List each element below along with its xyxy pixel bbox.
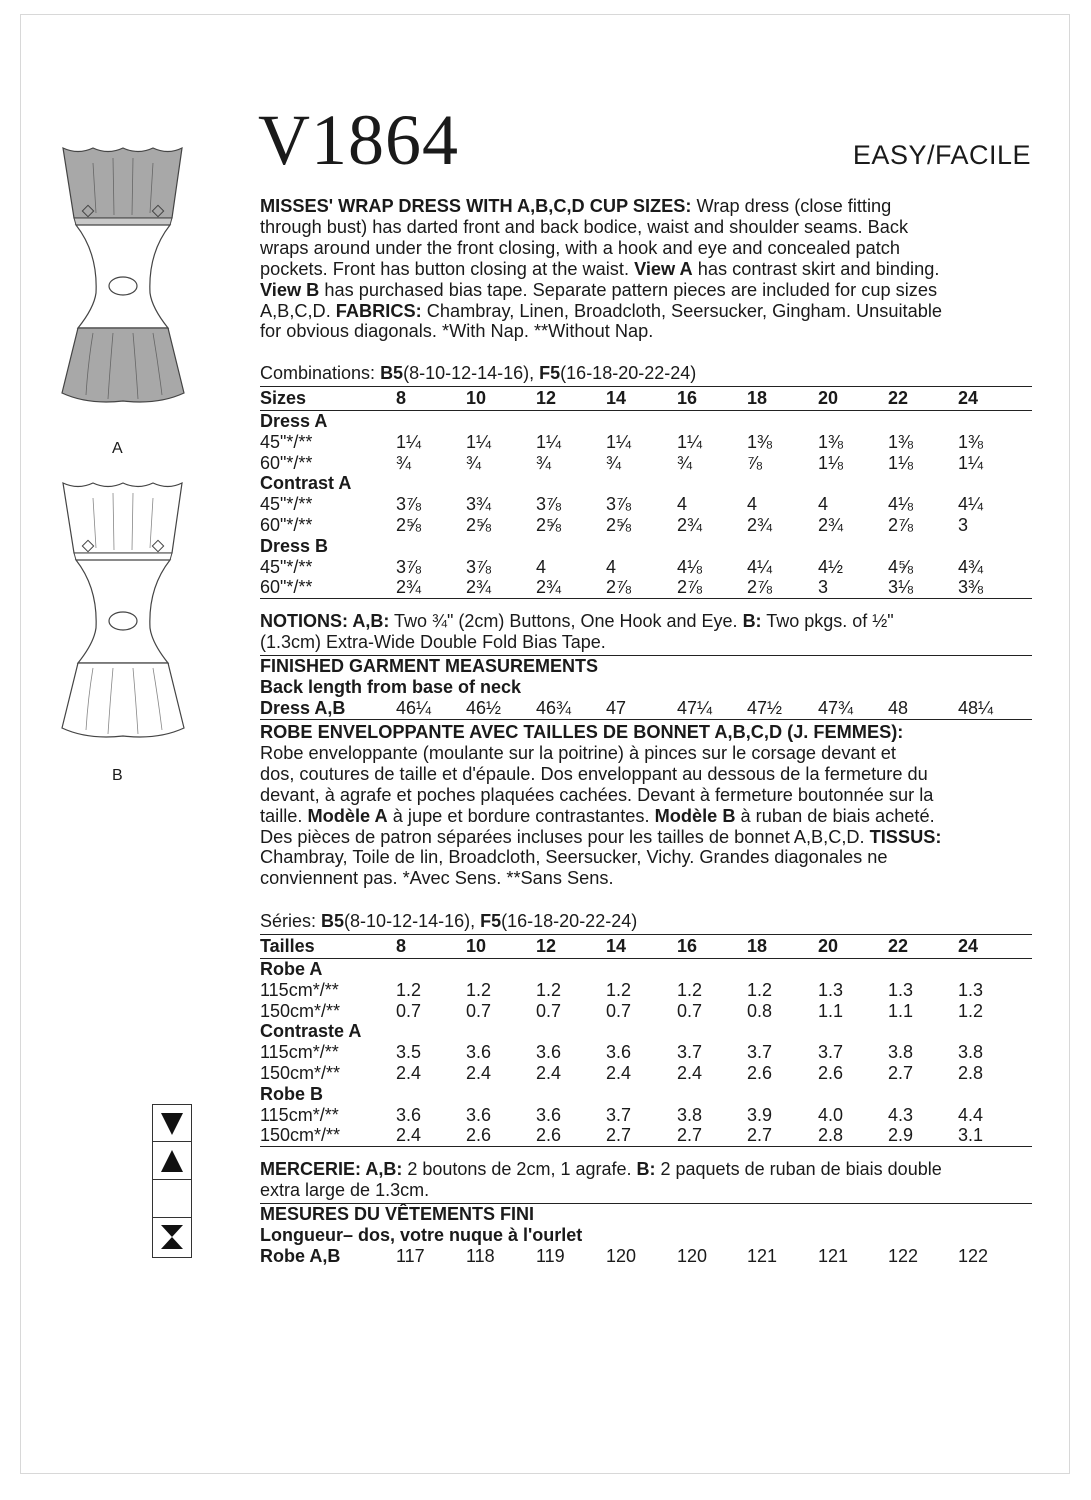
notions-label: MERCERIE: A,B:: [260, 1159, 403, 1179]
table-cell: 1.3: [958, 979, 984, 1000]
table-cell: 2⅝: [396, 514, 422, 535]
finished-value: 48¼: [958, 698, 994, 718]
finished-value: 117: [396, 1246, 425, 1266]
table-cell: 0.7: [536, 1000, 562, 1021]
view-b-ref: View B: [260, 279, 320, 300]
description-en-text: for obvious diagonals. *With Nap. **Without Nap.: [260, 321, 654, 342]
notions-text: extra large de 1.3cm.: [260, 1180, 430, 1200]
table-cell: 1.2: [536, 979, 562, 1000]
size-header: 22: [888, 936, 909, 956]
finished-subheading: Longueur– dos, votre nuque à l'ourlet: [260, 1225, 583, 1245]
table-header-label: Tailles: [260, 936, 315, 956]
description-fr-text: à jupe et bordure contrastantes.: [387, 805, 655, 826]
description-fr-text: taille.: [260, 805, 308, 826]
table-cell: ¾: [396, 452, 412, 473]
combinations-en: [260, 363, 696, 384]
finished-value: 121: [818, 1246, 849, 1266]
finished-heading: MESURES DU VÊTEMENTS FINI: [260, 1204, 535, 1224]
size-header: 16: [677, 936, 698, 956]
table-cell: 4.0: [818, 1104, 844, 1125]
notions-text: 2 paquets de ruban de biais double: [655, 1159, 942, 1179]
finished-value: 48: [888, 698, 909, 718]
size-header: 14: [606, 936, 627, 956]
table-cell: 4: [536, 556, 547, 577]
table-cell: 3⅞: [466, 556, 492, 577]
description-en-text: has contrast skirt and binding.: [692, 258, 940, 279]
table-row: [260, 980, 1032, 1001]
size-header: 20: [818, 936, 839, 956]
size-header: 24: [958, 936, 979, 956]
view-a-ref: View A: [634, 258, 693, 279]
table-cell: 1.1: [818, 1000, 844, 1021]
table-cell: 3⅜: [958, 577, 984, 598]
table-cell: 4: [677, 494, 688, 515]
table-row: [260, 1105, 1032, 1126]
table-group-heading: [260, 536, 1032, 557]
fabric-width-label: 150cm*/**: [260, 1000, 341, 1021]
group-name: Dress A: [260, 411, 328, 431]
table-cell: 1.2: [466, 979, 492, 1000]
notions-text: 2 boutons de 2cm, 1 agrafe.: [402, 1159, 637, 1179]
table-group-heading: [260, 1084, 1032, 1105]
size-header: 18: [747, 936, 768, 956]
table-cell: 2¾: [536, 577, 562, 598]
pattern-symbols: [152, 1104, 192, 1258]
notions-fr: [260, 1159, 1035, 1201]
table-cell: 2.8: [818, 1125, 844, 1146]
table-cell: 4: [818, 494, 829, 515]
combinations-prefix: Combinations:: [260, 363, 381, 383]
table-group-heading: [260, 473, 1032, 494]
group-name: Contraste A: [260, 1021, 362, 1042]
table-cell: 2⅝: [466, 514, 492, 535]
finished-value: 46¼: [396, 698, 432, 718]
pattern-number: V1864: [258, 100, 459, 180]
notions-label: NOTIONS: A,B:: [260, 611, 390, 631]
fabrics-label: FABRICS:: [335, 300, 422, 321]
table-cell: 3⅞: [396, 556, 422, 577]
size-header: 14: [606, 388, 627, 408]
table-cell: 2.7: [606, 1125, 632, 1146]
description-fr-text: devant, à agrafe et poches plaquées cachées. Devant à fermeture boutonnée sur la: [260, 784, 934, 805]
finished-measurements-fr: [260, 1203, 1032, 1267]
size-header: 10: [466, 936, 487, 956]
table-cell: 4.3: [888, 1104, 914, 1125]
description-fr-text: Chambray, Toile de lin, Broadcloth, Seersucker, Vichy. Grandes diagonales ne: [260, 847, 888, 868]
fabric-width-label: 115cm*/**: [260, 1104, 339, 1125]
table-cell: 1⅜: [818, 431, 844, 452]
table-cell: 3.8: [958, 1042, 984, 1063]
combination-f5: F5: [480, 911, 502, 931]
triangle-down-icon: [153, 1107, 191, 1142]
size-header: 12: [536, 936, 557, 956]
table-cell: 3.7: [818, 1042, 844, 1063]
table-cell: 4⅛: [677, 556, 703, 577]
size-header: 22: [888, 388, 909, 408]
table-cell: 4⅝: [888, 556, 914, 577]
table-cell: 1⅜: [958, 431, 984, 452]
table-cell: 3: [818, 577, 829, 598]
finished-value: 47¼: [677, 698, 713, 718]
fabric-width-label: 60"*/**: [260, 452, 313, 473]
combination-f5: F5: [539, 363, 561, 383]
table-cell: 1¼: [536, 431, 562, 452]
table-cell: 1.3: [818, 979, 844, 1000]
combination-b5: B5: [321, 911, 345, 931]
table-cell: 1.1: [888, 1000, 914, 1021]
description-fr-text: conviennent pas. *Avec Sens. **Sans Sens.: [260, 868, 614, 889]
table-cell: 2.6: [818, 1062, 844, 1083]
table-row: [260, 494, 1032, 515]
table-cell: 2.4: [606, 1062, 632, 1083]
table-group-heading: [260, 959, 1032, 980]
finished-value: 119: [536, 1246, 565, 1266]
table-cell: 2¾: [396, 577, 422, 598]
description-en: [260, 196, 1035, 342]
table-cell: 3.6: [396, 1104, 422, 1125]
triangle-up-icon: [153, 1143, 191, 1180]
table-cell: 3.6: [536, 1104, 562, 1125]
description-fr-text: Robe enveloppante (moulante sur la poitrine) à pinces sur le corsage devant et: [260, 742, 896, 763]
finished-row-label: Dress A,B: [260, 698, 346, 718]
table-cell: 1⅛: [818, 452, 844, 473]
finished-value: 118: [466, 1246, 495, 1266]
table-cell: 2.4: [677, 1062, 703, 1083]
table-cell: 2¾: [818, 514, 844, 535]
table-cell: 4.4: [958, 1104, 984, 1125]
table-row: [260, 453, 1032, 474]
modele-a-ref: Modèle A: [307, 805, 388, 826]
group-name: Robe B: [260, 1083, 323, 1104]
yardage-table-en: [260, 386, 1032, 599]
size-header: 24: [958, 388, 979, 408]
table-cell: 2.6: [536, 1125, 562, 1146]
table-cell: 3.6: [466, 1042, 492, 1063]
description-fr-text: à ruban de biais acheté.: [735, 805, 935, 826]
table-cell: 4: [747, 494, 758, 515]
view-a-label: A: [112, 440, 123, 457]
table-cell: 3⅞: [536, 494, 562, 515]
table-cell: 2.9: [888, 1125, 914, 1146]
description-fr: [260, 722, 1035, 889]
finished-value: 120: [606, 1246, 637, 1266]
table-cell: 1.2: [747, 979, 773, 1000]
modele-b-ref: Modèle B: [654, 805, 736, 826]
table-cell: 3⅛: [888, 577, 914, 598]
table-cell: 2⅝: [606, 514, 632, 535]
table-group-heading: [260, 1021, 1032, 1042]
table-row: [260, 1063, 1032, 1084]
table-cell: 0.8: [747, 1000, 773, 1021]
difficulty-label: EASY/FACILE: [852, 140, 1031, 170]
table-cell: 4¾: [958, 556, 984, 577]
description-en-text: Chambray, Linen, Broadcloth, Seersucker, Gingham. Unsuitable: [421, 300, 942, 321]
view-a-drawing: [58, 143, 188, 438]
table-cell: 4: [606, 556, 617, 577]
combinations-prefix: Séries:: [260, 911, 322, 931]
table-cell: 3.8: [888, 1042, 914, 1063]
table-cell: 3¾: [466, 494, 492, 515]
description-fr-text: Des pièces de patron séparées incluses pour les tailles de bonnet A,B,C,D.: [260, 826, 870, 847]
table-cell: ⅞: [747, 452, 763, 473]
size-header: 10: [466, 388, 487, 408]
finished-value: 120: [677, 1246, 708, 1266]
table-cell: 3.7: [747, 1042, 773, 1063]
fabric-width-label: 150cm*/**: [260, 1062, 341, 1083]
table-cell: 3⅞: [396, 494, 422, 515]
table-cell: 0.7: [677, 1000, 703, 1021]
table-cell: 3.1: [958, 1125, 984, 1146]
table-cell: 2.4: [466, 1062, 492, 1083]
table-cell: 3.6: [606, 1042, 632, 1063]
notions-text: Two pkgs. of ½": [761, 611, 894, 631]
finished-row-label: Robe A,B: [260, 1246, 341, 1266]
table-cell: 2¾: [747, 514, 773, 535]
table-header: [260, 386, 1032, 411]
table-cell: 1¼: [677, 431, 703, 452]
table-cell: 4¼: [747, 556, 773, 577]
table-cell: 4⅛: [888, 494, 914, 515]
yardage-table-fr: [260, 934, 1032, 1147]
finished-measurements-en: [260, 655, 1032, 720]
table-cell: ¾: [466, 452, 482, 473]
table-cell: ¾: [677, 452, 693, 473]
tissus-label: TISSUS:: [869, 826, 942, 847]
description-fr-text: dos, coutures de taille et d'épaule. Dos enveloppant au dessous de la fermeture du: [260, 763, 928, 784]
size-header: 16: [677, 388, 698, 408]
table-cell: ¾: [606, 452, 622, 473]
size-header: 8: [396, 936, 407, 956]
notions-en: [260, 611, 1035, 653]
table-cell: 2¾: [466, 577, 492, 598]
table-cell: 2⅞: [677, 577, 703, 598]
fabric-width-label: 45"*/**: [260, 556, 313, 577]
size-header: 12: [536, 388, 557, 408]
group-name: Contrast A: [260, 473, 352, 494]
table-header: [260, 934, 1032, 959]
table-cell: 1.2: [677, 979, 703, 1000]
table-group-heading: [260, 411, 1032, 432]
table-row: [260, 515, 1032, 536]
table-cell: 3.6: [536, 1042, 562, 1063]
table-cell: 2⅝: [536, 514, 562, 535]
table-cell: 1.3: [888, 979, 914, 1000]
description-fr-heading: ROBE ENVELOPPANTE AVEC TAILLES DE BONNET A,B,C,D (J. FEMMES):: [260, 722, 904, 742]
table-cell: 2.7: [747, 1125, 773, 1146]
table-cell: 3: [958, 514, 969, 535]
finished-value: 47: [606, 698, 627, 718]
combinations-fr: [260, 911, 637, 932]
description-en-text: Wrap dress (close fitting: [691, 196, 892, 216]
view-b-drawing: [58, 478, 188, 773]
finished-heading: FINISHED GARMENT MEASUREMENTS: [260, 656, 599, 676]
size-header: 18: [747, 388, 768, 408]
table-cell: 0.7: [606, 1000, 632, 1021]
finished-value: 122: [888, 1246, 919, 1266]
fabric-width-label: 60"*/**: [260, 514, 313, 535]
description-en-text: wraps around under the front closing, with a hook and eye and concealed patch: [260, 237, 901, 258]
size-header: 20: [818, 388, 839, 408]
table-cell: 3.8: [677, 1104, 703, 1125]
notions-label-b: B:: [742, 611, 762, 631]
finished-value: 121: [747, 1246, 778, 1266]
table-cell: 3.7: [677, 1042, 703, 1063]
notions-text: Two ¾" (2cm) Buttons, One Hook and Eye.: [389, 611, 743, 631]
table-cell: 0.7: [466, 1000, 492, 1021]
combination-b5: B5: [380, 363, 404, 383]
finished-value: 46½: [466, 698, 502, 718]
description-en-text: A,B,C,D.: [260, 300, 336, 321]
table-cell: 1¼: [466, 431, 492, 452]
table-row: [260, 1001, 1032, 1022]
table-cell: 3⅞: [606, 494, 632, 515]
finished-value: 122: [958, 1246, 989, 1266]
table-row: [260, 1042, 1032, 1063]
table-cell: 2.4: [396, 1062, 422, 1083]
table-cell: 2.6: [466, 1125, 492, 1146]
notions-label-b: B:: [636, 1159, 656, 1179]
table-cell: 4½: [818, 556, 844, 577]
group-name: Dress B: [260, 535, 329, 556]
table-cell: 1.2: [958, 1000, 984, 1021]
description-en-text: pockets. Front has button closing at the waist.: [260, 258, 635, 279]
fabric-width-label: 45"*/**: [260, 494, 313, 515]
fabric-width-label: 45"*/**: [260, 431, 313, 452]
table-cell: 2¾: [677, 514, 703, 535]
table-header-label: Sizes: [260, 388, 307, 408]
table-cell: 2.4: [536, 1062, 562, 1083]
blank-symbol: [153, 1181, 191, 1218]
table-cell: 3.5: [396, 1042, 422, 1063]
table-cell: 2.4: [396, 1125, 422, 1146]
table-cell: 3.6: [466, 1104, 492, 1125]
finished-value: 47¾: [818, 698, 854, 718]
table-cell: 1⅜: [888, 431, 914, 452]
table-row: [260, 577, 1032, 599]
table-cell: 2⅞: [747, 577, 773, 598]
finished-value: 47½: [747, 698, 783, 718]
table-cell: 3.7: [606, 1104, 632, 1125]
finished-subheading: Back length from base of neck: [260, 677, 522, 697]
table-cell: 1¼: [606, 431, 632, 452]
hourglass-icon: [153, 1219, 191, 1255]
combination-f5-sizes: (16-18-20-22-24): [501, 911, 638, 931]
fabric-width-label: 115cm*/**: [260, 1042, 339, 1063]
description-en-text: has purchased bias tape. Separate pattern pieces are included for cup sizes: [319, 279, 938, 300]
fabric-width-label: 115cm*/**: [260, 979, 339, 1000]
fabric-width-label: 60"*/**: [260, 577, 313, 598]
table-cell: 2.6: [747, 1062, 773, 1083]
notions-text: (1.3cm) Extra-Wide Double Fold Bias Tape.: [260, 632, 606, 652]
description-en-text: through bust) has darted front and back bodice, waist and shoulder seams. Back: [260, 216, 909, 237]
table-cell: ¾: [536, 452, 552, 473]
group-name: Robe A: [260, 959, 323, 979]
table-cell: 1.2: [606, 979, 632, 1000]
table-cell: 2⅞: [888, 514, 914, 535]
table-cell: 0.7: [396, 1000, 422, 1021]
table-row: [260, 1125, 1032, 1147]
table-cell: 4¼: [958, 494, 984, 515]
table-cell: 3.9: [747, 1104, 773, 1125]
table-row: [260, 432, 1032, 453]
description-en-heading: MISSES' WRAP DRESS WITH A,B,C,D CUP SIZES:: [260, 196, 692, 216]
table-cell: 2⅞: [606, 577, 632, 598]
combination-f5-sizes: (16-18-20-22-24): [560, 363, 697, 383]
table-cell: 2.7: [677, 1125, 703, 1146]
combination-b5-sizes: (8-10-12-14-16),: [403, 363, 540, 383]
table-row: [260, 557, 1032, 578]
table-cell: 2.7: [888, 1062, 914, 1083]
table-cell: 1¼: [958, 452, 984, 473]
table-cell: 1⅜: [747, 431, 773, 452]
fabric-width-label: 150cm*/**: [260, 1125, 341, 1146]
table-cell: 1¼: [396, 431, 422, 452]
size-header: 8: [396, 388, 407, 408]
finished-value: 46¾: [536, 698, 572, 718]
table-cell: 1.2: [396, 979, 422, 1000]
table-cell: 2.8: [958, 1062, 984, 1083]
combination-b5-sizes: (8-10-12-14-16),: [344, 911, 481, 931]
table-cell: 1⅛: [888, 452, 914, 473]
view-b-label: B: [112, 767, 123, 784]
